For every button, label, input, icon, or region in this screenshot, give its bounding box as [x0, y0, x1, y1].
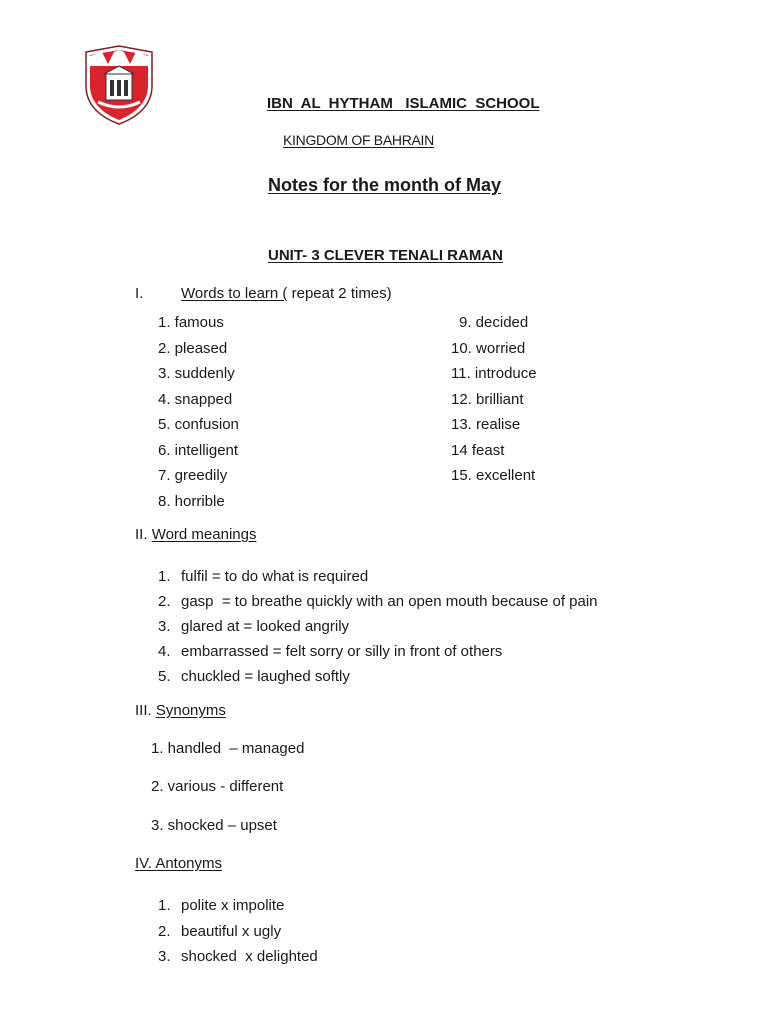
list-item — [158, 944, 318, 970]
item-text: glared at = looked angrily — [181, 618, 350, 635]
list-item: 2. pleased — [158, 339, 228, 357]
synonyms-heading: Synonyms — [155, 702, 226, 719]
antonyms-heading — [135, 855, 222, 872]
word-list-right — [451, 310, 537, 489]
section-numeral: III. — [135, 702, 152, 719]
antonyms-list — [158, 893, 318, 970]
school-name: IBN AL HYTHAM ISLAMIC SCHOOL — [267, 95, 540, 112]
section-numeral: II. — [135, 526, 148, 543]
words-to-learn-label: Words to learn ( — [181, 285, 288, 302]
section-heading-antonyms — [135, 855, 222, 872]
list-item: 4. snapped — [158, 390, 233, 408]
item-number: 3. — [158, 948, 171, 965]
list-item — [158, 919, 318, 945]
section-numeral: I. — [135, 285, 144, 302]
list-item: 8. horrible — [158, 492, 225, 510]
country-name: KINGDOM OF BAHRAIN — [283, 132, 434, 148]
item-text: polite x impolite — [181, 897, 285, 914]
list-item: 12. brilliant — [451, 390, 524, 408]
list-item: 10. worried — [451, 339, 526, 357]
unit-title: UNIT- 3 CLEVER TENALI RAMAN — [268, 247, 504, 264]
page-title: Notes for the month of May — [268, 175, 501, 195]
list-item: 7. greedily — [158, 467, 228, 484]
list-item: 14 feast — [451, 441, 505, 459]
list-item: 15. excellent — [451, 467, 536, 484]
list-item — [158, 664, 598, 689]
list-item — [158, 893, 318, 919]
section-numeral: IV. — [135, 855, 152, 872]
item-number: 3. — [158, 618, 171, 635]
word-list-left — [158, 310, 239, 514]
item-text: embarrassed = felt sorry or silly in front of others — [181, 643, 503, 660]
list-item — [158, 589, 598, 614]
list-item — [158, 564, 598, 589]
item-number: 1. — [158, 897, 171, 914]
word-meanings-list — [158, 564, 598, 689]
item-number: 2. — [158, 922, 171, 940]
item-text: gasp = to breathe quickly with an open mouth because of pain — [181, 593, 598, 610]
section-heading-word-meanings — [135, 526, 256, 543]
item-text: fulfil = to do what is required — [181, 568, 369, 585]
list-item: 13. realise — [451, 416, 521, 433]
list-item: 5. confusion — [158, 416, 239, 433]
item-number: 4. — [158, 643, 171, 660]
list-item: 3. shocked – upset — [151, 817, 277, 834]
item-text: beautiful x ugly — [181, 922, 282, 940]
list-item: 6. intelligent — [158, 441, 239, 459]
item-number: 2. — [158, 593, 171, 610]
words-to-learn-heading — [181, 285, 392, 302]
list-item: 3. suddenly — [158, 365, 235, 382]
list-item — [158, 639, 598, 664]
school-crest-logo — [84, 44, 154, 126]
list-item: 1. handled – managed — [151, 740, 305, 757]
item-text: shocked x delighted — [181, 948, 318, 965]
words-to-learn-note: repeat 2 times) — [287, 285, 392, 302]
section-heading-synonyms — [135, 702, 226, 719]
item-text: chuckled = laughed softly — [181, 668, 350, 685]
list-item — [158, 614, 598, 639]
list-item: 2. various - different — [151, 778, 284, 795]
item-number: 5. — [158, 668, 171, 685]
antonyms-label: Antonyms — [155, 855, 223, 872]
item-number: 1. — [158, 568, 171, 585]
list-item: 9. decided — [459, 314, 529, 331]
word-meanings-heading: Word meanings — [151, 526, 257, 543]
list-item: 11. introduce — [451, 365, 537, 382]
list-item: 1. famous — [158, 314, 224, 331]
